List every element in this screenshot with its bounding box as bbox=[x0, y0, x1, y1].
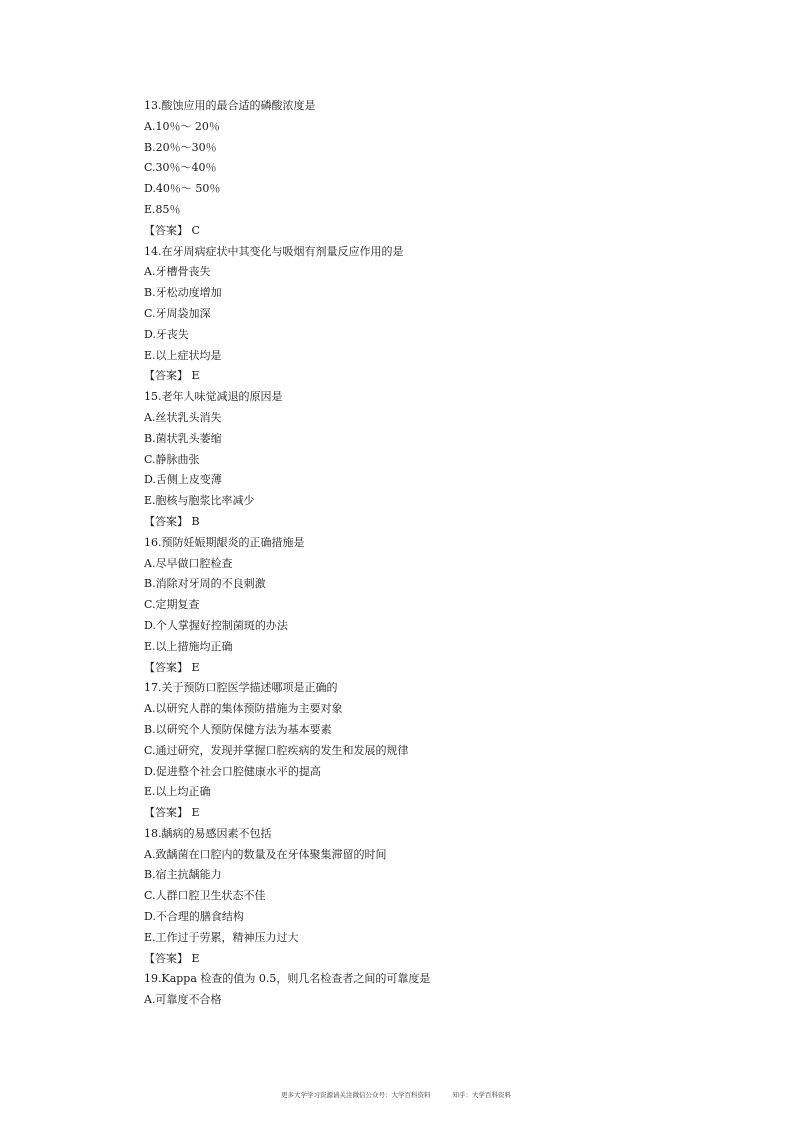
option-d: D.促进整个社会口腔健康水平的提高 bbox=[144, 764, 321, 778]
footer-zhihu-note: 知乎：大学百科资料 bbox=[452, 1091, 512, 1099]
option-e: E.85％ bbox=[144, 202, 181, 216]
option-c: C.定期复查 bbox=[144, 598, 200, 612]
answer-line: 【答案】 B bbox=[144, 514, 200, 528]
question-stem: 18.龋病的易感因素不包括 bbox=[144, 826, 272, 840]
answer-line: 【答案】 C bbox=[144, 223, 200, 237]
option-b: B.牙松动度增加 bbox=[144, 286, 222, 300]
question-stem: 15.老年人味觉减退的原因是 bbox=[144, 390, 283, 404]
question-stem: 19.Kappa 检查的值为 0.5，则几名检查者之间的可靠度是 bbox=[144, 972, 431, 986]
answer-line: 【答案】 E bbox=[144, 806, 200, 820]
option-c: C.人群口腔卫生状态不佳 bbox=[144, 889, 266, 903]
answer-line: 【答案】 E bbox=[144, 369, 200, 383]
option-c: C.通过研究，发现并掌握口腔疾病的发生和发展的规律 bbox=[144, 743, 409, 757]
option-d: D.个人掌握好控制菌斑的办法 bbox=[144, 618, 288, 632]
option-e: E.以上措施均正确 bbox=[144, 639, 233, 653]
question-stem: 14.在牙周病症状中其变化与吸烟有剂量反应作用的是 bbox=[144, 244, 404, 258]
option-e: E.胞核与胞浆比率减少 bbox=[144, 494, 255, 508]
option-b: B.以研究个人预防保健方法为基本要素 bbox=[144, 722, 332, 736]
option-b: B.20％～30％ bbox=[144, 140, 217, 154]
option-d: D.不合理的膳食结构 bbox=[144, 910, 244, 924]
answer-line: 【答案】 E bbox=[144, 660, 200, 674]
option-a: A.丝状乳头消失 bbox=[144, 410, 222, 424]
option-a: A.尽早做口腔检查 bbox=[144, 556, 233, 570]
option-e: E.工作过于劳累，精神压力过大 bbox=[144, 930, 299, 944]
answer-line: 【答案】 E bbox=[144, 951, 200, 965]
option-a: A.可靠度不合格 bbox=[144, 993, 222, 1007]
option-c: C.静脉曲张 bbox=[144, 452, 200, 466]
option-b: B.消除对牙周的不良刺激 bbox=[144, 577, 266, 591]
question-stem: 13.酸蚀应用的最合适的磷酸浓度是 bbox=[144, 99, 316, 112]
page-footer bbox=[0, 1090, 792, 1099]
option-b: B.宿主抗龋能力 bbox=[144, 868, 222, 882]
option-a: A.10％～ 20％ bbox=[144, 119, 220, 133]
option-a: A.以研究人群的集体预防措施为主要对象 bbox=[144, 702, 343, 716]
question-stem: 17.关于预防口腔医学描述哪项是正确的 bbox=[144, 681, 338, 695]
option-e: E.以上均正确 bbox=[144, 785, 211, 799]
document-body bbox=[144, 96, 704, 1011]
option-e: E.以上症状均是 bbox=[144, 348, 222, 362]
option-c: C.牙周袋加深 bbox=[144, 306, 211, 320]
option-d: D.牙丧失 bbox=[144, 327, 189, 341]
option-d: D.舌侧上皮变薄 bbox=[144, 473, 222, 487]
footer-wechat-note: 更多大学学习资源请关注微信公众号：大学百科资料 bbox=[280, 1091, 431, 1099]
option-a: A.致龋菌在口腔内的数量及在牙体聚集滞留的时间 bbox=[144, 847, 387, 861]
option-a: A.牙槽骨丧失 bbox=[144, 265, 211, 279]
option-b: B.菌状乳头萎缩 bbox=[144, 431, 222, 445]
option-d: D.40％～ 50％ bbox=[144, 182, 221, 196]
question-stem: 16.预防妊娠期龈炎的正确措施是 bbox=[144, 535, 305, 549]
option-c: C.30％～40％ bbox=[144, 161, 217, 175]
